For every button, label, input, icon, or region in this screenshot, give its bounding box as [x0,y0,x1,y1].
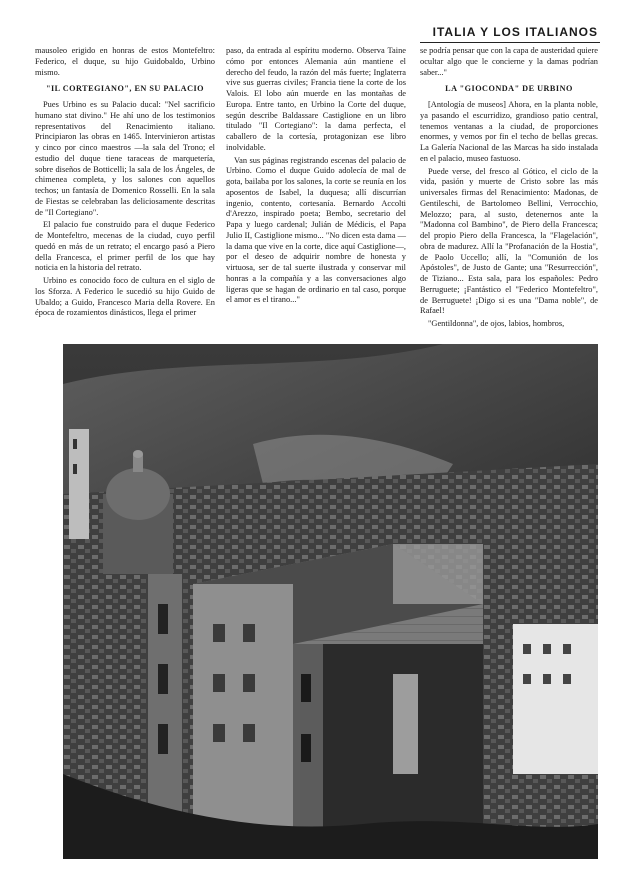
sunlit-wall [393,674,418,774]
bell-tower [69,429,89,539]
text-column-3 [420,46,598,332]
photo-illustration [63,344,598,859]
text-column-1 [35,46,215,321]
section-heading: LA "GIOCONDA" DE URBINO [445,84,573,94]
paragraph: paso, da entrada al espíritu moderno. Observa Taine cómo por entonces Alemania aún mantiene el derecho del feudo, la razón del más fuerte; Inglaterra vive sus guerras civiles; Francia tiene la corte de los Valois. El lobo aún muerde en las montañas de Europa. Entre tanto, en Urbino la Corte del duque, según describe Baldassare Castiglione en un libro titulado "Il Cortegiano": la dama perfecta, el caballero de la cortesía, protagonizan ese libro inolvidable. [226,46,406,152]
paragraph: Puede verse, del fresco al Gótico, el ciclo de la vida, pasión y muerte de Cristo sobre las más universales firmas del Renacimiento: Madonas, de Gentileschi, de Bartolomeo Bellini, Verrocchio, Melozzo; para, al susto, detenernos ante la "Madonna col Bambino", de Piero della Francesca; del propio Piero della Francesca, la "Flagelación", obra de madurez. Allí la "Profanación de la Hostia", de Paolo Uccello; allí, la "Comunión de los Apóstoles", de Justo de Gante; una "Resurrección", de Tiziano... Esta sala, para los españoles: Pedro Berruguete; ¡Fantástico el "Federico Montefeltro", de Berruguete! ¡Digo si es una "Dama noble", de Rafael! [420,166,598,316]
text-column-2 [226,46,406,308]
paragraph: mausoleo erigido en honras de estos Montefeltro: Federico, el duque, su hijo Guidobaldo, Urbino mismo. [35,46,215,77]
paragraph: Pues Urbino es su Palacio ducal: "Nel sacrificio humano stat divino." He ahí uno de los testimonios representativos del Renacimiento italiano. Principiaron las obras en 1465. Intervinieron artistas y cinco por cinco maestros —la sala del Trono; el estudio del duque tiene taraceas de marquetería, sobre diseños de Botticelli; la sala de los Ángeles, de chimenea completa, y los salones con aquellos techos; un fantasía de Domenico Rosselli. En la sala de Fiestas se celebraban las deliciosamente descritas de "Il Cortegiano". [35,100,215,217]
paragraph: [Antología de museos] Ahora, en la planta noble, ya pasando el escurridizo, grandioso patio central, tenemos ventanas a la ciudad, de proporciones enormes, y vemos por fin el techo de bellas grecas. La Galería Nacional de las Marcas ha sido instalada en el palacio, museo fastuoso. [420,100,598,163]
paragraph: Urbino es conocido foco de cultura en el siglo de los Sforza. A Federico le sucedió su hijo Guido de Ubaldo; a Guido, Francesco Maria della Rovere. En época de rozamientos dinásticos, llega el primer [35,276,215,318]
urbino-aerial-photo [63,344,598,859]
palace-wing [393,544,483,604]
paragraph: El palacio fue construido para el duque Federico de Montefeltro, mecenas de la ciudad, cuyo perfil quedó en más de un retrato; el encargo pasó a Piero della Francesca, el primer perfil de los que hay noticia en la historia del retrato. [35,220,215,273]
section-heading: "IL CORTEGIANO", EN SU PALACIO [45,84,205,94]
paragraph: se podría pensar que con la capa de austeridad quiere ocultar algo que le concierne y la damas podrían saber..." [420,46,598,77]
header-rule [420,42,600,43]
paragraph: Van sus páginas registrando escenas del palacio de Urbino. Como el duque Guido adolecía de mal de gota, bailaba por los salones, la corte se reunía en los aposentos de Isabel, la duquesa; allí discurrían ingenio, contento, cortesanía. Bernardo Accolti d'Arezzo, inspirado poeta; Bembo, secretario del Papa y luego cardenal; Julián de Médicis, el Papa Julio II, Castiglione mismo... "No dicen esta dama —la dama que vive en la corte, dice aquí Castiglione—, por el deseo de adquirir nombre de honesta y virtuosa, ser de tal suerte ilustrada y conservar mil honras a la compañía y a las conversaciones algo ligeras que se hagan de ordinario en tal caso, porque el amor es el tirano..." [226,155,406,305]
section-header: ITALIA Y LOS ITALIANOS [432,25,598,39]
paragraph: "Gentildonna", de ojos, labios, hombros, [428,319,565,328]
